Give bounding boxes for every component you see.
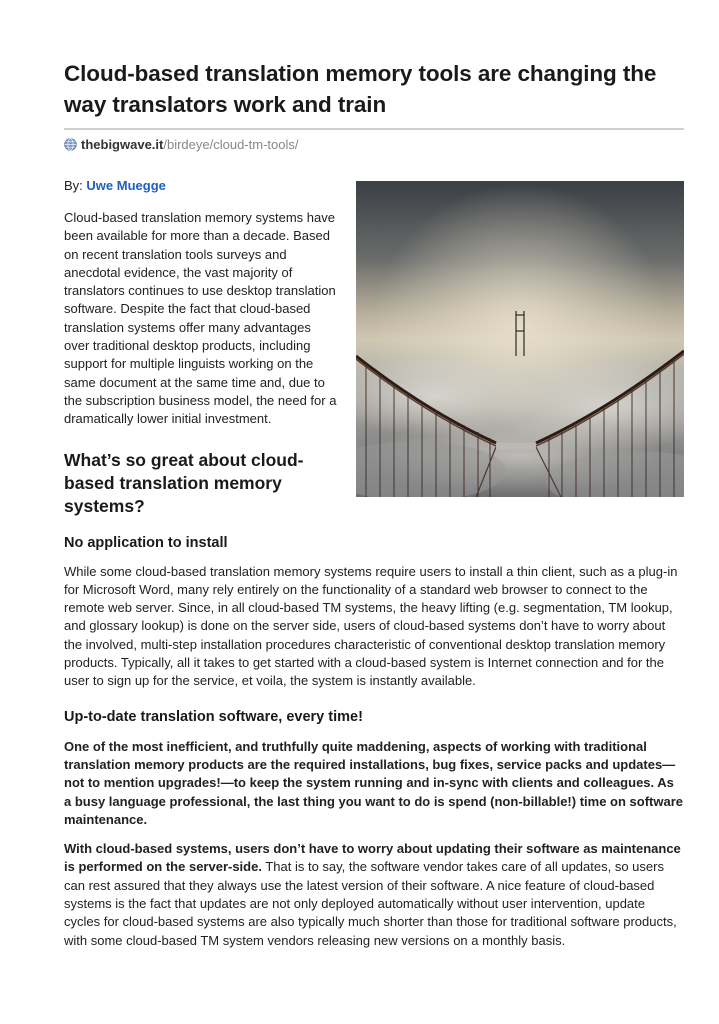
section-heading-up-to-date: Up-to-date translation software, every time! [64, 708, 363, 725]
hero-image [356, 181, 684, 497]
globe-icon [64, 138, 77, 151]
page-title: Cloud-based translation memory tools are changing the way translators work and train [64, 61, 657, 117]
byline-prefix: By: [64, 178, 87, 193]
source-path[interactable]: /birdeye/cloud-tm-tools/ [163, 137, 299, 152]
bridge-in-clouds-image [356, 181, 684, 497]
article [64, 58, 684, 950]
title-divider [64, 128, 684, 130]
section-paragraph-bold: One of the most inefficient, and truthfully quite maddening, aspects of working with traditional translation memory products are the required installations, bug fixes, service packs and updates—not to mention upgrades!—to keep the system running and in-sync with clients and colleagues. As a busy language professional, the last thing you want to do is spend (non-billable!) time on software maintenance. [64, 738, 683, 827]
paragraph-rest: That is to say, the software vendor takes care of all updates, so users can rest assured that they always use the latest version of their software. A nice feature of cloud-based systems is the fact that updates are not only deployed automatically without user intervention, update cycles for cloud-based systems are also typically much shorter than those for traditional software products, with some cloud-based TM system vendors releasing new versions on a monthly basis. [64, 859, 677, 948]
section-paragraph-updates [64, 840, 684, 950]
author-link[interactable]: Uwe Muegge [86, 178, 166, 193]
section-heading-main: What’s so great about cloud-based translation memory systems? [64, 449, 304, 516]
paragraph-lead-bold: With cloud-based systems, users don’t have to worry about updating their software as maintenance is performed on the server-side. [64, 841, 681, 875]
intro-paragraph: Cloud-based translation memory systems have been available for more than a decade. Based on recent translation tools surveys and anecdotal evidence, the vast majority of translators continues to use desktop translation software. Despite the fact that cloud-based translation systems offer many advantages over traditional desktop products, including support for multiple linguists working on the same document at the same time and, due to the subscription business model, the need for a dramatically lower initial investment. [64, 210, 337, 427]
source-domain[interactable]: thebigwave.it [81, 137, 164, 152]
section-paragraph-no-install: While some cloud-based translation memory systems require users to install a thin client, such as a plug-in for Microsoft Word, many rely entirely on the functionality of a standard web browser to connect to the remote web server. Since, in all cloud-based TM systems, the heavy lifting (e.g. segmentation, TM lookup, and glossary lookup) is done on the server side, users of cloud-based systems don’t have to worry about the involved, multi-step installation procedures characteristic of conventional desktop translation memory products. Typically, all it takes to get started with a cloud-based system is Internet connection and for the user to sign up for the service, et voila, the system is instantly available. [64, 563, 678, 689]
source-line [64, 137, 684, 152]
intro-section [64, 209, 684, 518]
section-heading-no-install: No application to install [64, 534, 228, 551]
